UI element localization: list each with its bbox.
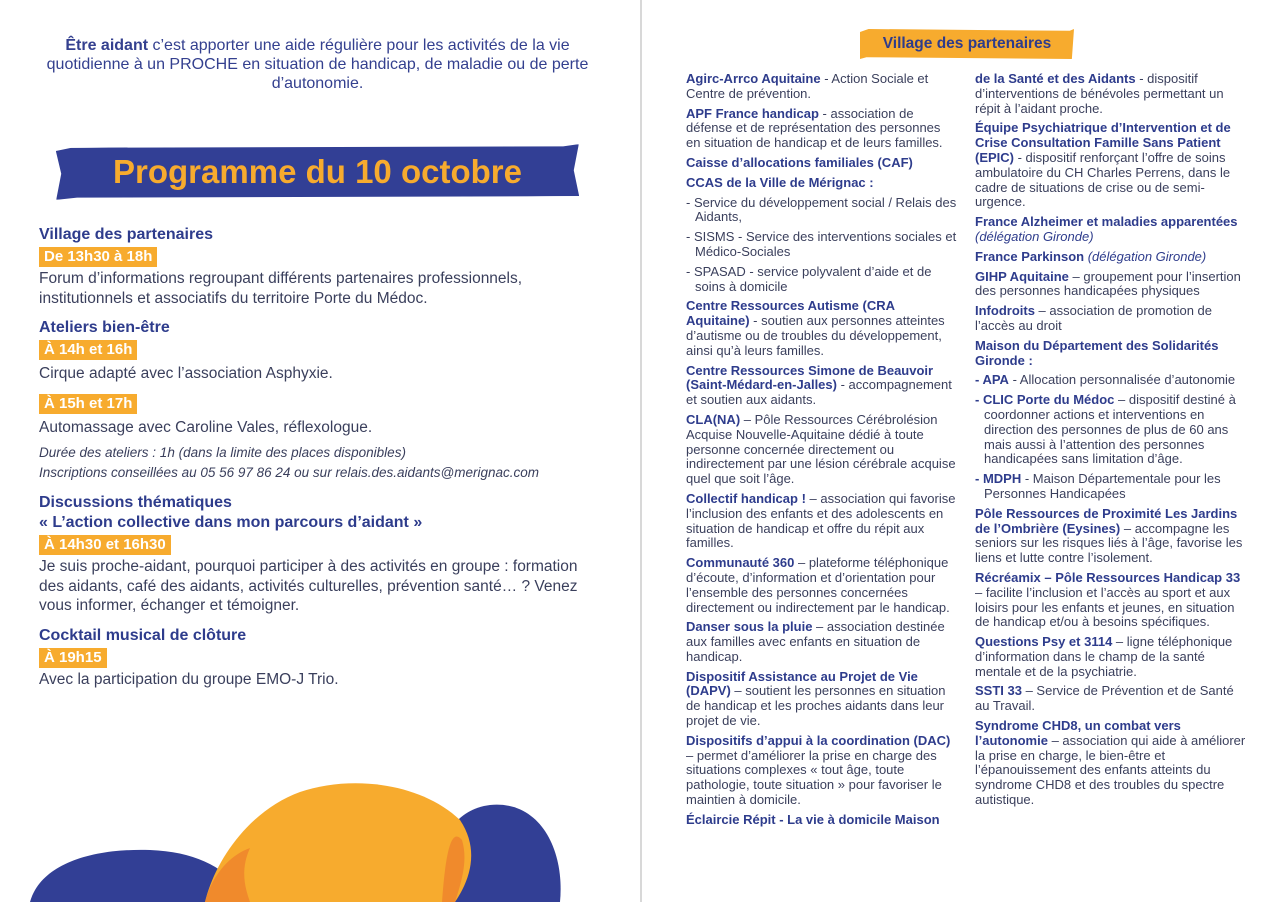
partner-name: Maison du Département des Solidarités Gironde : (975, 337, 1219, 368)
discussions-subtitle: « L’action collective dans mon parcours d’aidant » (39, 514, 423, 531)
partner-desc: - accompagnement et soutien aux aidants. (686, 377, 952, 408)
partner-entry (686, 813, 958, 828)
partner-desc: - dispositif renforçant l’offre de soins ambulatoire du CH Charles Perrens, dans le cadre de situations de crise ou de semi-urgence. (975, 149, 1231, 210)
partner-name: GIHP Aquitaine (975, 268, 1069, 284)
partner-entry (686, 364, 958, 408)
partner-desc: - dispositif d’interventions de bénévoles permettant un répit à l’aidant proche. (975, 71, 1224, 116)
village-time: De 13h30 à 18h (39, 247, 157, 267)
partner-entry (975, 250, 1250, 265)
partner-subitem-name: - APA (975, 372, 1009, 388)
partner-name: France Alzheimer et maladies apparentées (975, 214, 1238, 230)
ateliers-registration-note: Inscriptions conseillées au 05 56 97 86 24 ou sur relais.des.aidants@merignac.com (39, 465, 539, 480)
partner-name: Dispositif Assistance au Projet de Vie (DAPV) (686, 668, 918, 699)
intro-paragraph (30, 36, 605, 93)
partner-subitem-name: - MDPH (975, 471, 1022, 487)
partner-entry (686, 107, 958, 151)
partner-subitem: - SPASAD - service polyvalent d’aide et de soins à domicile (686, 263, 932, 294)
partner-entry (975, 571, 1250, 630)
partner-entry (975, 507, 1250, 566)
village-title: Village des partenaires (39, 226, 214, 243)
ateliers-time-1: À 14h et 16h (39, 340, 137, 360)
partner-entry (975, 339, 1250, 369)
partner-name: CCAS de la Ville de Mérignac : (686, 174, 874, 190)
discussions-time: À 14h30 et 16h30 (39, 535, 171, 555)
partner-name: Communauté 360 (686, 555, 795, 571)
partner-desc: – accompagne les seniors sur les risques liés à l’âge, favorise les liens et lutte contre l’isolement. (975, 520, 1243, 566)
partners-column-1 (686, 72, 958, 833)
partner-name: Agirc-Arrco Aquitaine (686, 71, 821, 86)
partner-subitem-desc: – dispositif destiné à coordonner actions et interventions en direction des personnes de plus de 60 ans mais aussi à l’attention des personnes handicapées sans limitation d’âge. (984, 392, 1236, 467)
ateliers-title: Ateliers bien-être (39, 319, 170, 336)
partner-name: Dispositifs d’appui à la coordination (DAC) (686, 732, 951, 748)
partner-entry (975, 72, 1250, 116)
partner-entry (686, 492, 958, 551)
partner-name: Danser sous la pluie (686, 619, 813, 635)
partner-entry (686, 72, 958, 102)
ateliers-duration-note: Durée des ateliers : 1h (dans la limite des places disponibles) (39, 445, 406, 460)
partner-entry (686, 670, 958, 729)
partner-name: Infodroits (975, 303, 1035, 319)
partner-entry (975, 635, 1250, 679)
partner-name: de la Santé et des Aidants (975, 71, 1136, 86)
partner-name: Collectif handicap ! (686, 490, 806, 506)
program-banner-title: Programme du 10 octobre (113, 153, 522, 190)
partner-subitem (975, 472, 1250, 502)
partner-desc: – groupement pour l’insertion des personnes handicapées physiques (975, 268, 1241, 299)
partner-name: Centre Ressources Autisme (CRA Aquitaine) (686, 298, 895, 329)
partner-note: (délégation Gironde) (975, 228, 1094, 244)
partner-desc: – Service de Prévention et de Santé au Travail. (975, 683, 1234, 714)
partner-entry (975, 215, 1250, 245)
partner-entry (686, 556, 958, 615)
partner-desc: – soutient les personnes en situation de handicap et les proches aidants dans leur projet de vie. (686, 683, 946, 729)
partner-entry (686, 620, 958, 664)
partner-desc: – Pôle Ressources Cérébrolésion Acquise Nouvelle-Aquitaine dédié à toute personne concernée directement ou indirectement par une lésion cérébrale acquise quel que soit l’âge. (686, 411, 956, 487)
discussions-title: Discussions thématiques (39, 494, 232, 511)
discussions-text: Je suis proche-aidant, pourquoi participer à des activités en groupe : formation des aidants, café des aidants, activités culturelles, prévention santé… ? Venez vous informer, échanger et témoigner. (39, 558, 578, 614)
partner-entry (975, 270, 1250, 300)
ateliers-text-1: Cirque adapté avec l’association Asphyxie. (39, 365, 333, 382)
program-column (39, 225, 599, 689)
partner-desc: - soutien aux personnes atteintes d’autisme ou de troubles du développement, ainsi qu’à leurs familles. (686, 313, 945, 358)
partner-name: CLA(NA) (686, 411, 741, 427)
intro-lead: Être aidant (65, 37, 149, 54)
partner-desc: - Action Sociale et Centre de prévention. (686, 71, 929, 101)
ateliers-text-2: Automassage avec Caroline Vales, réflexologue. (39, 418, 373, 436)
partner-subitem-desc: - Maison Départementale pour les Personnes Handicapées (984, 471, 1221, 501)
partner-subitem-desc: - Allocation personnalisée d’autonomie (1008, 372, 1236, 388)
partner-desc: – facilite l’inclusion et l’accès au sport et aux loisirs pour les enfants et jeunes, en situation de handicap et/ou à besoins spécifiques. (975, 584, 1235, 630)
partner-subitem (975, 373, 1250, 388)
partner-subitem: - Service du développement social / Relais des Aidants, (686, 194, 957, 225)
partner-desc: – association destinée aux familles avec enfants en situation de handicap. (686, 619, 945, 664)
cocktail-time: À 19h15 (39, 648, 107, 668)
partner-subitem (975, 393, 1250, 467)
partner-desc: – association de promotion de l’accès au droit (975, 303, 1212, 333)
partner-name: Questions Psy et 3114 (975, 634, 1113, 650)
partner-name: Équipe Psychiatrique d’Intervention et de Crise Consultation Famille Sans Patient (EPIC) (975, 120, 1231, 165)
partner-name: APF France handicap (686, 105, 819, 121)
partner-entry (686, 156, 958, 171)
partner-note: (délégation Gironde) (1084, 248, 1207, 264)
partner-name: Éclaircie Répit - La vie à domicile Maison (686, 811, 940, 827)
ateliers-time-2: À 15h et 17h (39, 394, 137, 414)
partner-entry (686, 176, 958, 191)
partners-heading: Village des partenaires (882, 35, 1052, 52)
cocktail-title: Cocktail musical de clôture (39, 626, 247, 644)
partner-desc: – plateforme téléphonique d’écoute, d’information et d’orientation pour l’ensemble des personnes concernées directement ou indirectement par le handicap. (686, 555, 950, 615)
partner-name: Récréamix – Pôle Ressources Handicap 33 (975, 569, 1241, 585)
partner-desc: – association qui aide à améliorer la prise en charge, le bien-être et l’épanouissement des enfants atteints du syndrome CHD8 et des troubles du spectre autistique. (975, 732, 1246, 808)
village-text: Forum d’informations regroupant différents partenaires professionnels, institutionnels et associatifs du territoire Porte du Médoc. (39, 270, 523, 307)
partner-name: SSTI 33 (975, 683, 1022, 699)
partner-desc: – association qui favorise l’inclusion des enfants et des adolescents en situation de handicap et offre du répit aux familles. (686, 490, 956, 551)
partner-name: Syndrome CHD8, un combat vers l’autonomie (975, 718, 1181, 748)
partner-entry (975, 304, 1250, 334)
partner-desc: – permet d’améliorer la prise en charge des situations complexes « tout âge, toute pathologie, toute situation » pour favoriser le maintien à domicile. (686, 747, 942, 808)
decorative-blobs (0, 770, 641, 902)
partner-name: Pôle Ressources de Proximité Les Jardins de l’Ombrière (Eysines) (975, 505, 1238, 536)
partner-name: Centre Ressources Simone de Beauvoir (Saint-Médard-en-Jalles) (686, 362, 934, 393)
partner-entry (975, 121, 1250, 210)
partner-subitem-name: - CLIC Porte du Médoc (975, 392, 1115, 408)
partner-entry (975, 719, 1250, 808)
intro-text: c’est apporter une aide régulière pour les activités de la vie quotidienne à un PROCHE en situation de handicap, de maladie ou de perte d’autonomie. (46, 37, 589, 92)
partner-desc: - association de défense et de représentation des personnes en situation de handicap et de leurs familles. (686, 105, 943, 151)
partners-column-2 (975, 72, 1250, 813)
partner-entry (975, 684, 1250, 714)
partner-name: France Parkinson (975, 248, 1085, 264)
page-fold-divider (640, 0, 642, 902)
partner-entry (686, 299, 958, 358)
partner-name: Caisse d’allocations familiales (CAF) (686, 154, 913, 170)
cocktail-text: Avec la participation du groupe EMO-J Trio. (39, 670, 339, 688)
partner-subitem: - SISMS - Service des interventions sociales et Médico-Sociales (686, 229, 957, 259)
partner-entry (686, 734, 958, 808)
partner-desc: – ligne téléphonique d’information dans le champ de la santé mentale et de la psychiatrie. (975, 634, 1233, 679)
partner-entry (686, 413, 958, 487)
